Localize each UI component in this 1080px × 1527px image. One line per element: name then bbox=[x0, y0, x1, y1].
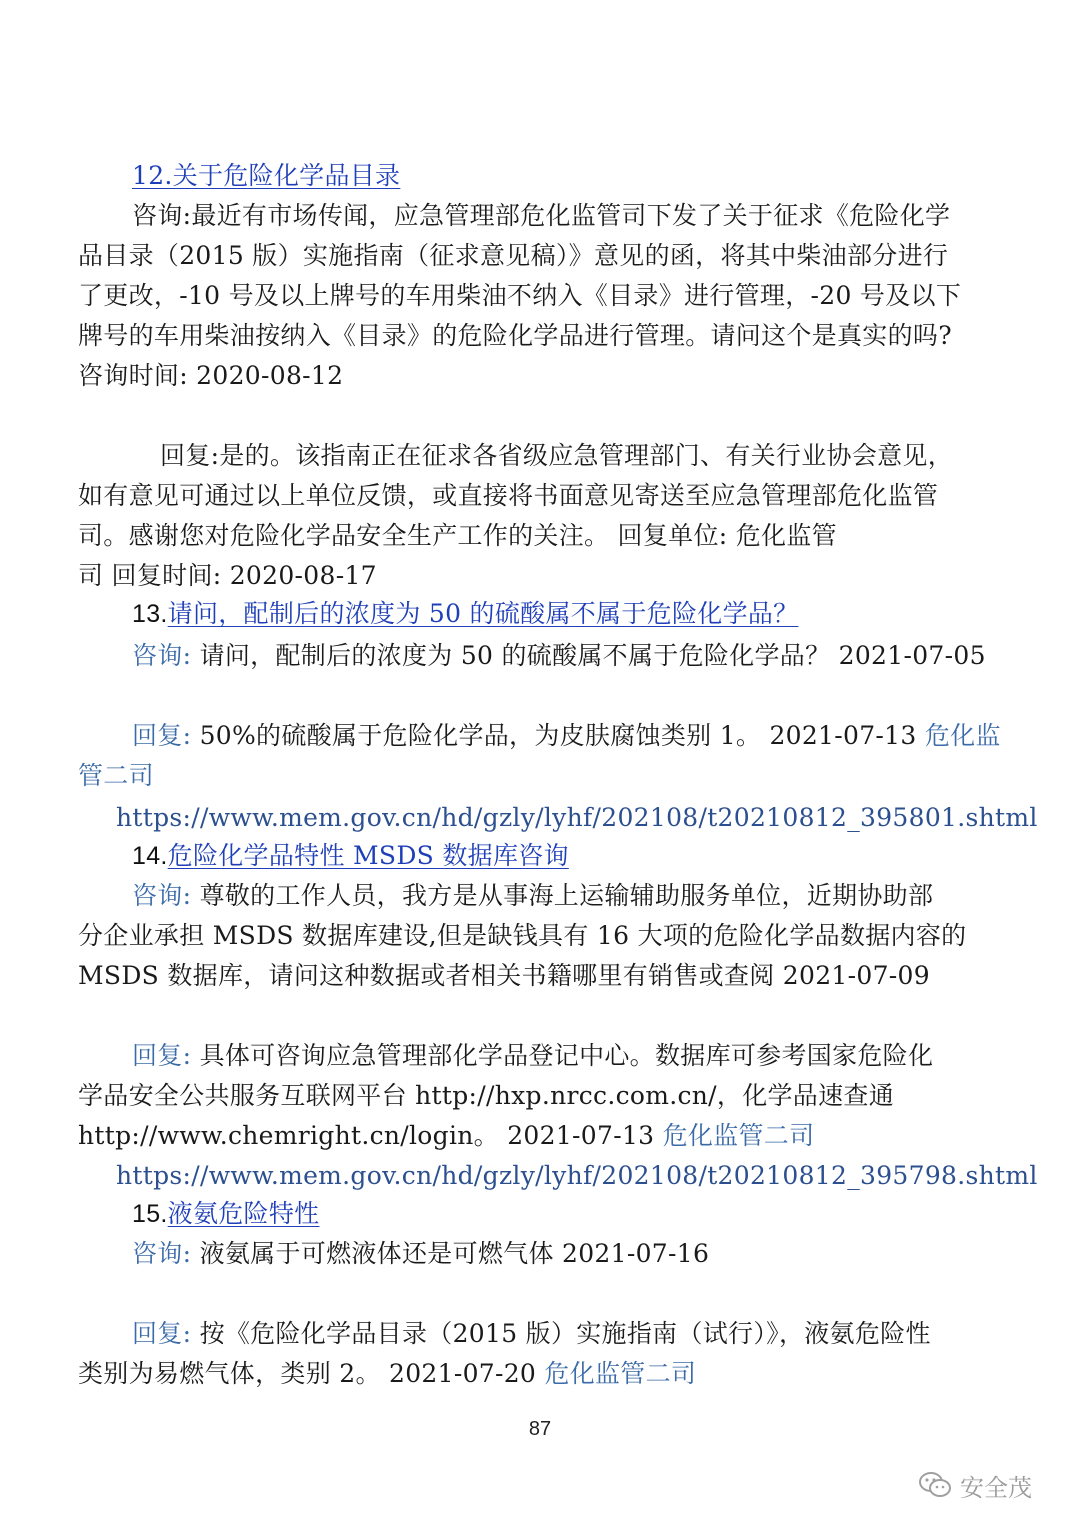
watermark bbox=[918, 1465, 1032, 1505]
section-13-reply-department bbox=[78, 756, 154, 796]
watermark-text: 安全茂 bbox=[960, 1473, 1032, 1502]
section-15-reply bbox=[132, 1314, 931, 1354]
section-15-heading[interactable] bbox=[132, 1194, 319, 1234]
section-12-question-line: 牌号的车用柴油按纳入《目录》的危险化学品进行管理。请问这个是真实的吗? bbox=[78, 321, 952, 350]
section-14-heading[interactable] bbox=[132, 836, 569, 876]
reply-department: 危化监 bbox=[924, 721, 1001, 750]
section-13-reply bbox=[132, 716, 1001, 756]
section-12-question-line: 品目录（2015 版）实施指南（征求意见稿）》意见的函，将其中柴油部分进行 bbox=[78, 241, 949, 270]
section-13-source-url[interactable] bbox=[116, 798, 1038, 838]
section-13-number: 13. bbox=[132, 600, 168, 628]
question-label: 咨询: bbox=[132, 1239, 192, 1268]
section-14-question-line: 分企业承担 MSDS 数据库建设,但是缺钱具有 16 大项的危险化学品数据内容的 bbox=[78, 921, 967, 950]
section-12-question-line: 了更改，-10 号及以上牌号的车用柴油不纳入《目录》进行管理，-20 号及以下 bbox=[78, 281, 962, 310]
reply-label: 回复: bbox=[132, 721, 192, 750]
section-13-heading-link[interactable]: 请问，配制后的浓度为 50 的硫酸属不属于危险化学品？ bbox=[167, 599, 799, 628]
section-12-heading-link[interactable]: 12.关于危险化学品目录 bbox=[132, 161, 401, 190]
source-link[interactable]: https://www.mem.gov.cn/hd/gzly/lyhf/202108/t20210812_395801.shtml bbox=[116, 803, 1038, 832]
section-14-question-line: MSDS 数据库，请问这种数据或者相关书籍哪里有销售或查阅 2021-07-09 bbox=[78, 961, 930, 990]
reply-label: 回复: bbox=[132, 1319, 192, 1348]
wechat-icon bbox=[918, 1470, 952, 1500]
section-12-reply-line: 回复:是的。该指南正在征求各省级应急管理部门、有关行业协会意见， bbox=[160, 441, 954, 470]
section-14-reply-line: 学品安全公共服务互联网平台 http://hxp.nrcc.com.cn/，化学品速查通 bbox=[78, 1081, 894, 1110]
section-13-reply-text: 50%的硫酸属于危险化学品，为皮肤腐蚀类别 1。 2021-07-13 bbox=[191, 721, 925, 750]
section-13-heading[interactable] bbox=[132, 594, 798, 634]
section-15-question-text: 液氨属于可燃液体还是可燃气体 2021-07-16 bbox=[191, 1239, 710, 1268]
section-15-reply-text: 类别为易燃气体，类别 2。 2021-07-20 bbox=[78, 1359, 545, 1388]
section-14-reply-line bbox=[78, 1116, 814, 1156]
question-label: 咨询: bbox=[132, 641, 192, 670]
section-14-reply-text: http://www.chemright.cn/login。 2021-07-13 bbox=[78, 1121, 663, 1150]
section-12-reply-line: 司。感谢您对危险化学品安全生产工作的关注。 回复单位: 危化监管 bbox=[78, 521, 837, 550]
section-14-reply bbox=[132, 1036, 933, 1076]
section-12-reply-line: 司 回复时间: 2020-08-17 bbox=[78, 561, 377, 590]
section-12-question-line: 咨询:最近有市场传闻，应急管理部危化监管司下发了关于征求《危险化学 bbox=[132, 201, 951, 230]
section-14-source-url[interactable] bbox=[116, 1156, 1038, 1196]
section-15-number: 15. bbox=[132, 1200, 168, 1228]
section-15-heading-link[interactable]: 液氨危险特性 bbox=[167, 1199, 320, 1228]
section-15-reply-line bbox=[78, 1354, 696, 1394]
section-15-reply-text: 按《危险化学品目录（2015 版）实施指南（试行）》，液氨危险性 bbox=[191, 1319, 931, 1348]
reply-department: 危化监管二司 bbox=[544, 1359, 697, 1388]
reply-department: 危化监管二司 bbox=[662, 1121, 815, 1150]
section-14-reply-text: 具体可咨询应急管理部化学品登记中心。数据库可参考国家危险化 bbox=[191, 1041, 934, 1070]
section-14-heading-link[interactable]: 危险化学品特性 MSDS 数据库咨询 bbox=[167, 841, 569, 870]
source-link[interactable]: https://www.mem.gov.cn/hd/gzly/lyhf/202108/t20210812_395798.shtml bbox=[116, 1161, 1038, 1190]
section-12-heading[interactable] bbox=[132, 156, 400, 196]
question-label: 咨询: bbox=[132, 881, 192, 910]
section-14-question-text: 尊敬的工作人员，我方是从事海上运输辅助服务单位，近期协助部 bbox=[191, 881, 934, 910]
reply-label: 回复: bbox=[132, 1041, 192, 1070]
section-12-reply-line: 如有意见可通过以上单位反馈，或直接将书面意见寄送至应急管理部危化监管 bbox=[78, 481, 939, 510]
section-13-question bbox=[132, 636, 986, 676]
section-14-number: 14. bbox=[132, 842, 168, 870]
section-13-question-text: 请问，配制后的浓度为 50 的硫酸属不属于危险化学品？ 2021-07-05 bbox=[191, 641, 986, 670]
reply-department: 管二司 bbox=[78, 761, 154, 790]
section-14-question bbox=[132, 876, 933, 916]
page-number: 87 bbox=[528, 1418, 552, 1440]
section-15-question bbox=[132, 1234, 709, 1274]
section-12-question-time: 咨询时间: 2020-08-12 bbox=[78, 361, 344, 390]
